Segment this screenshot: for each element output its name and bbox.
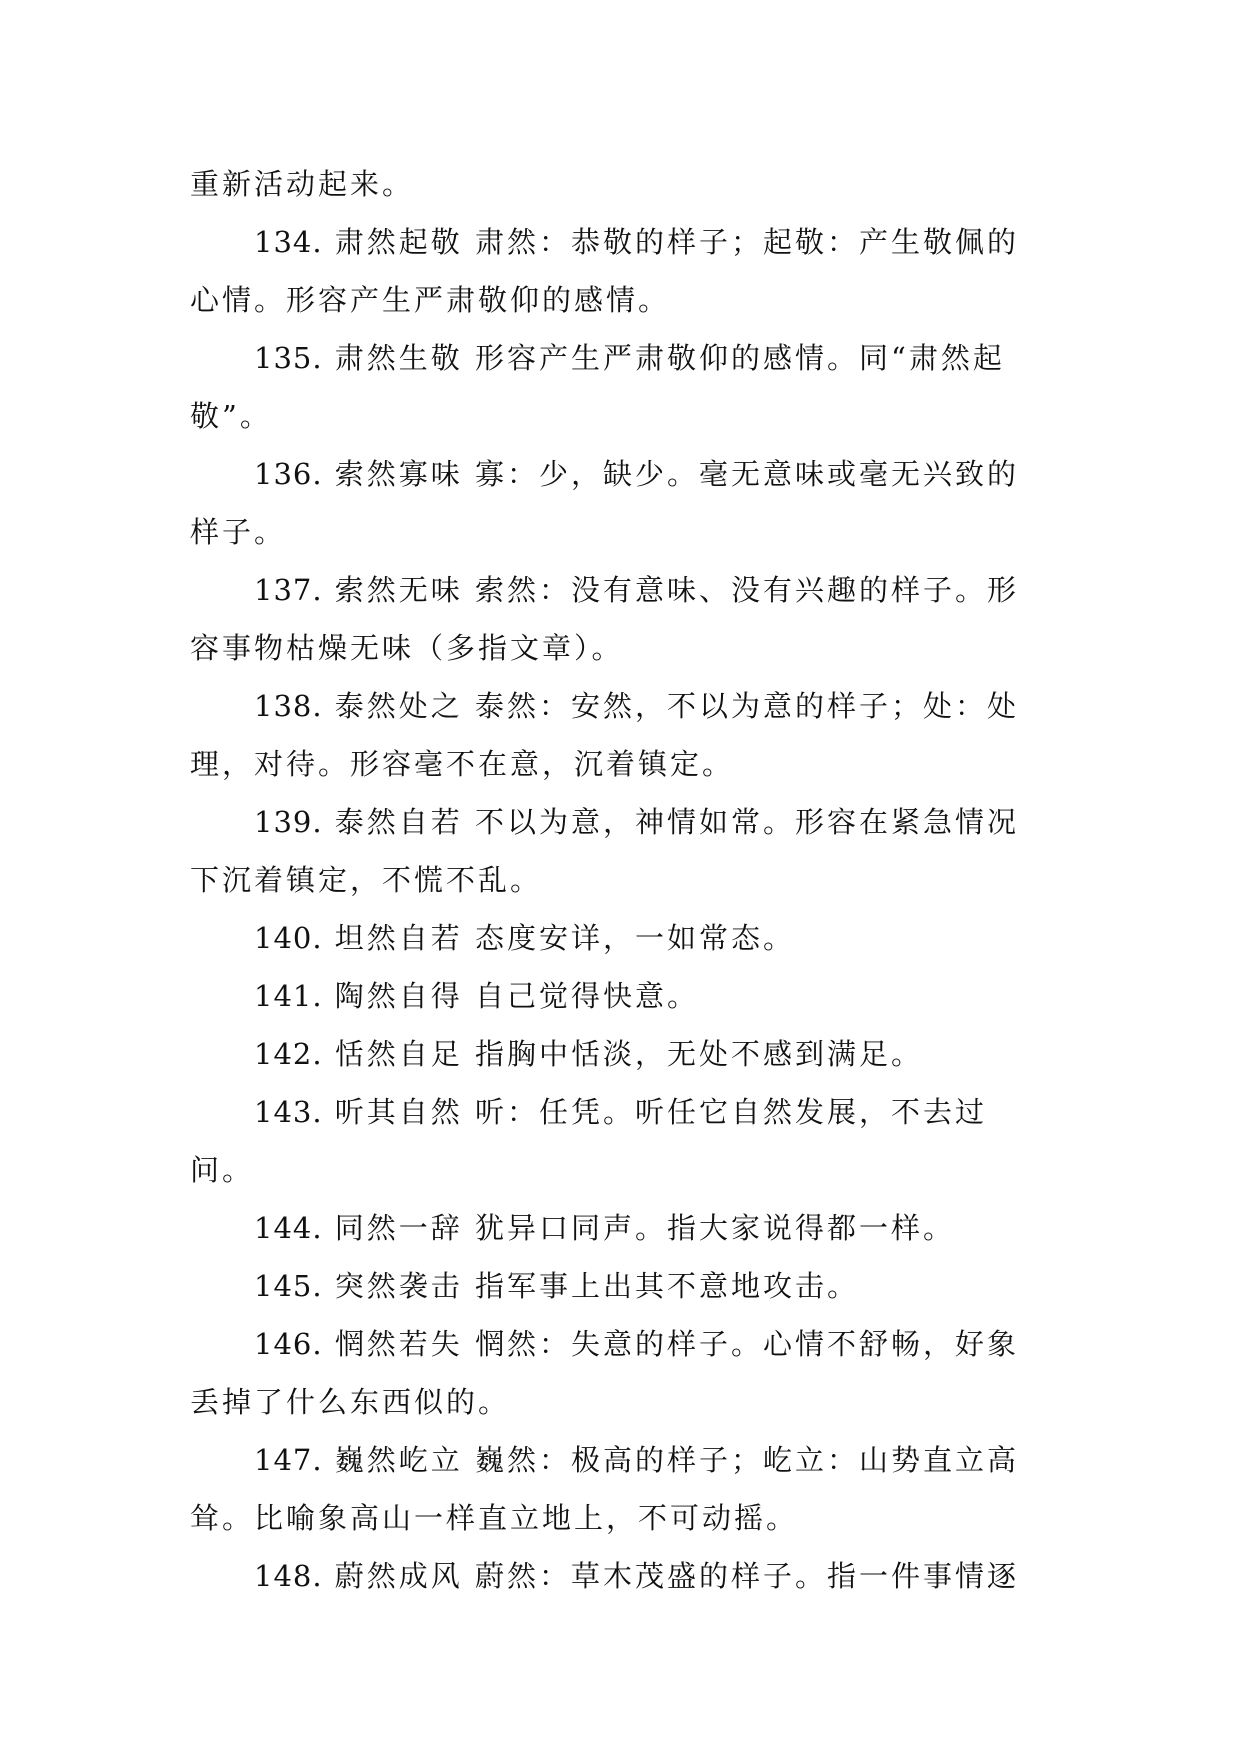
idiom-entry-135 [190, 329, 1050, 445]
idiom-entry-145 [190, 1257, 1050, 1315]
entry-number: 143. [254, 1095, 323, 1129]
entry-text: 恬然自足 指胸中恬淡，无处不感到满足。 [334, 1037, 924, 1071]
document-page [190, 155, 1050, 1605]
entry-text: 听其自然 听：任凭。听任它自然发展，不去过问。 [190, 1095, 988, 1187]
paragraph-text: 重新活动起来。 [190, 167, 415, 201]
idiom-entry-137 [190, 561, 1050, 677]
entry-text: 蔚然成风 蔚然：草木茂盛的样子。指一件事情逐 [334, 1559, 1020, 1593]
entry-number: 135. [254, 341, 323, 375]
idiom-entry-136 [190, 445, 1050, 561]
entry-number: 137. [254, 573, 323, 607]
entry-number: 134. [254, 225, 323, 259]
entry-number: 140. [254, 921, 323, 955]
entry-text: 陶然自得 自己觉得快意。 [334, 979, 700, 1013]
entry-number: 145. [254, 1269, 323, 1303]
entry-text: 肃然生敬 形容产生严肃敬仰的感情。同“肃然起敬”。 [190, 341, 1005, 433]
paragraph-continuation [190, 155, 1050, 213]
idiom-entry-148 [190, 1547, 1050, 1605]
idiom-entry-134 [190, 213, 1050, 329]
entry-number: 146. [254, 1327, 323, 1361]
idiom-entry-141 [190, 967, 1050, 1025]
idiom-entry-147 [190, 1431, 1050, 1547]
entry-text: 突然袭击 指军事上出其不意地攻击。 [334, 1269, 860, 1303]
entry-text: 肃然起敬 肃然：恭敬的样子；起敬：产生敬佩的心情。形容产生严肃敬仰的感情。 [190, 225, 1020, 317]
idiom-entry-139 [190, 793, 1050, 909]
idiom-entry-146 [190, 1315, 1050, 1431]
idiom-entry-143 [190, 1083, 1050, 1199]
entry-text: 泰然处之 泰然：安然，不以为意的样子；处：处理，对待。形容毫不在意，沉着镇定。 [190, 689, 1020, 781]
entry-number: 148. [254, 1559, 323, 1593]
idiom-entry-138 [190, 677, 1050, 793]
idiom-entry-144 [190, 1199, 1050, 1257]
idiom-entry-142 [190, 1025, 1050, 1083]
entry-text: 索然无味 索然：没有意味、没有兴趣的样子。形容事物枯燥无味（多指文章）。 [190, 573, 1020, 665]
entry-text: 泰然自若 不以为意，神情如常。形容在紧急情况下沉着镇定，不慌不乱。 [190, 805, 1020, 897]
entry-number: 141. [254, 979, 323, 1013]
entry-text: 坦然自若 态度安详，一如常态。 [334, 921, 796, 955]
entry-number: 142. [254, 1037, 323, 1071]
entry-number: 136. [254, 457, 323, 491]
entry-number: 144. [254, 1211, 323, 1245]
entry-number: 147. [254, 1443, 323, 1477]
entry-text: 同然一辞 犹异口同声。指大家说得都一样。 [334, 1211, 956, 1245]
entry-text: 巍然屹立 巍然：极高的样子；屹立：山势直立高耸。比喻象高山一样直立地上，不可动摇。 [190, 1443, 1020, 1535]
entry-number: 139. [254, 805, 323, 839]
entry-number: 138. [254, 689, 323, 723]
entry-text: 惘然若失 惘然：失意的样子。心情不舒畅，好象丢掉了什么东西似的。 [190, 1327, 1020, 1419]
entry-text: 索然寡味 寡：少，缺少。毫无意味或毫无兴致的样子。 [190, 457, 1020, 549]
idiom-entry-140 [190, 909, 1050, 967]
